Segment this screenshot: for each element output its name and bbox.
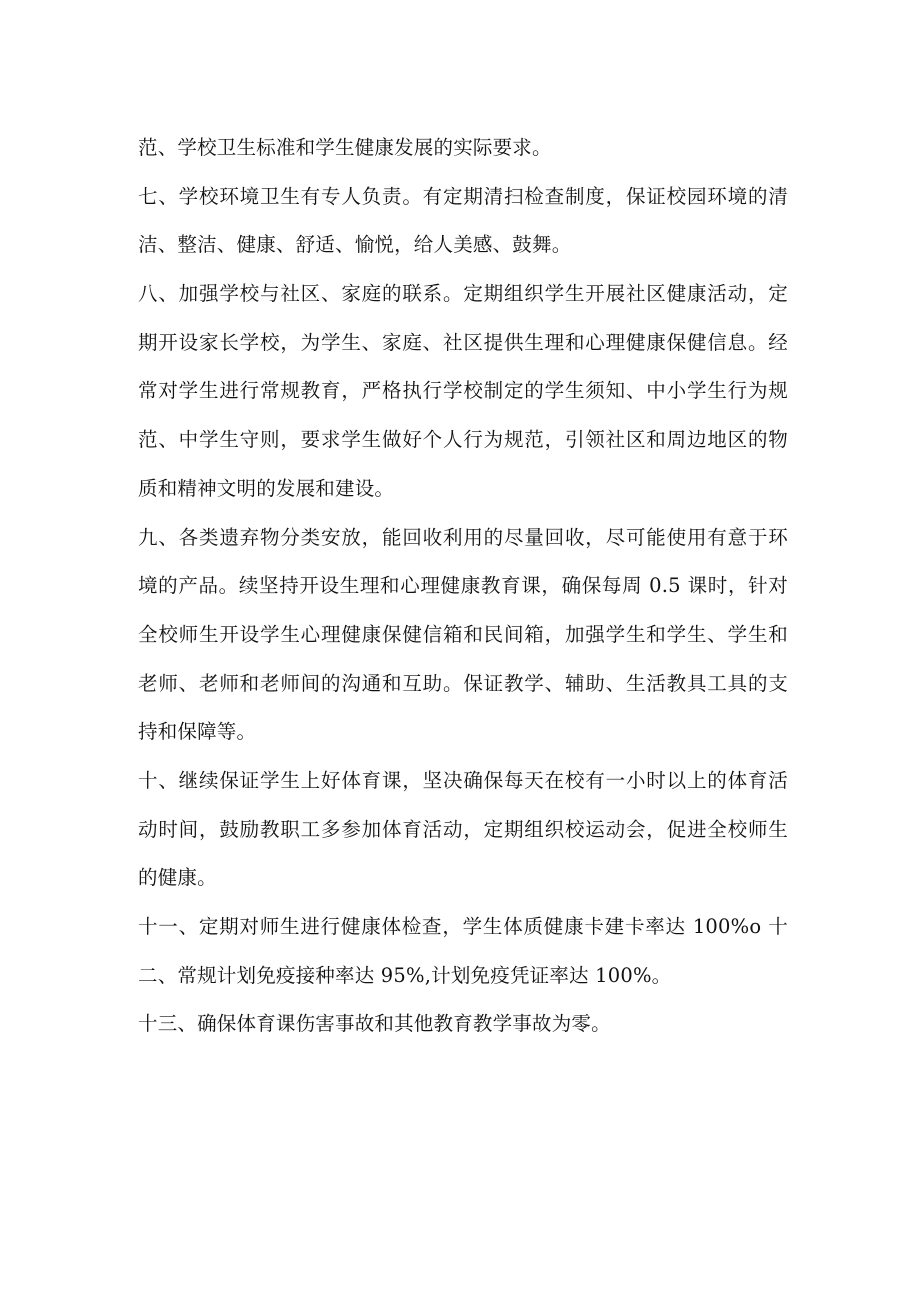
text-line: 十一、定期对师生进行健康体检查，学生体质健康卡建卡率达 100%o 十	[138, 915, 788, 938]
text-line: 十、继续保证学生上好体育课，坚决确保每天在校有一小时以上的体育活	[138, 768, 788, 792]
text-line: 范、中学生守则，要求学生做好个人行为规范，引领社区和周边地区的物	[138, 428, 788, 452]
text-line: 洁、整洁、健康、舒适、愉悦，给人美感、鼓舞。	[138, 233, 572, 257]
text-line: 九、各类遗弃物分类安放，能回收利用的尽量回收，尽可能使用有意于环	[138, 525, 788, 549]
text-line: 质和精神文明的发展和建设。	[138, 476, 395, 500]
text-line: 期开设家长学校，为学生、家庭、社区提供生理和心理健康保健信息。经	[138, 330, 788, 354]
text-line: 持和保障等。	[138, 720, 257, 744]
text-line: 境的产品。续坚持开设生理和心理健康教育课，确保每周 0.5 课时，针对	[138, 574, 788, 598]
text-line: 二、常规计划免疫接种率达 95%,计划免疫凭证率达 100%。	[138, 963, 672, 987]
text-line: 全校师生开设学生心理健康保健信箱和民间箱，加强学生和学生、学生和	[138, 622, 788, 646]
text-line: 范、学校卫生标准和学生健康发展的实际要求。	[138, 136, 552, 159]
text-line: 七、学校环境卫生有专人负责。有定期清扫检查制度，保证校园环境的清	[138, 184, 788, 208]
text-line: 八、加强学校与社区、家庭的联系。定期组织学生开展社区健康活动，定	[138, 282, 788, 306]
text-line: 动时间，鼓励教职工多参加体育活动，定期组织校运动会，促进全校师生	[138, 817, 788, 841]
document-body	[138, 124, 788, 1049]
text-line: 老师、老师和老师间的沟通和互助。保证教学、辅助、生活教具工具的支	[138, 671, 788, 695]
text-line: 的健康。	[138, 866, 217, 890]
text-line: 十三、确保体育课伤害事故和其他教育教学事故为零。	[138, 1012, 611, 1036]
text-line: 常对学生进行常规教育，严格执行学校制定的学生须知、中小学生行为规	[138, 379, 788, 403]
